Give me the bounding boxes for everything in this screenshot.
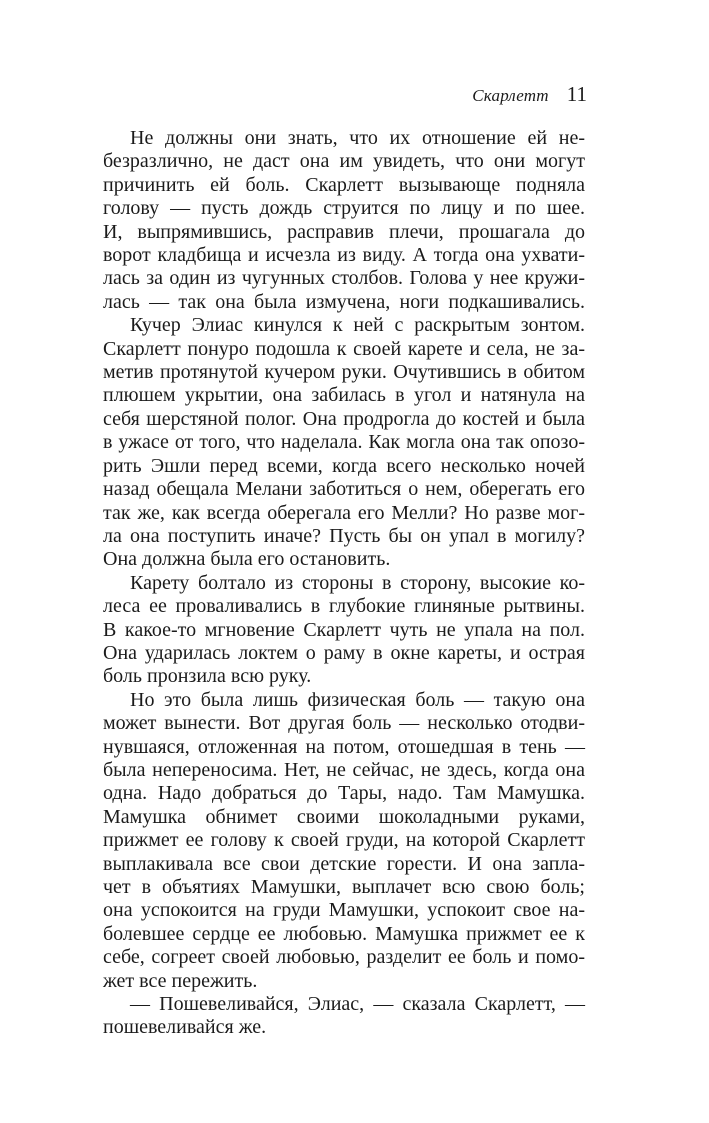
text-line: Карету болтало из стороны в сторону, высокие ко- bbox=[130, 571, 585, 594]
text-line: метив протянутой кучером руки. Очутившись в обитом bbox=[103, 361, 585, 384]
text-line: леса ее проваливались в глубокие глиняные рытвины. bbox=[103, 595, 585, 618]
text-line: голову — пусть дождь струится по лицу и по шее. bbox=[103, 197, 585, 220]
text-line: так же, как всегда оберегала его Мелли? Но разве мог- bbox=[103, 501, 585, 524]
text-line: пошевеливайся же. bbox=[103, 1016, 267, 1039]
text-line: И, выпрямившись, расправив плечи, прошагала до bbox=[103, 220, 585, 243]
text-line: была непереносима. Нет, не сейчас, не здесь, когда она bbox=[103, 758, 585, 781]
text-line: Мамушка обнимет своими шоколадными руками, bbox=[103, 805, 585, 828]
paragraph bbox=[103, 993, 585, 1040]
text-line: выплакивала все свои детские горести. И она запла- bbox=[103, 852, 585, 875]
text-line: Скарлетт понуро подошла к своей карете и села, не за- bbox=[103, 337, 585, 360]
text-line: Но это была лишь физическая боль — такую она bbox=[130, 688, 585, 711]
text-line: прижмет ее голову к своей груди, на которой Скарлетт bbox=[103, 829, 585, 852]
text-line: назад обещала Мелани заботиться о нем, оберегать его bbox=[103, 478, 585, 501]
page-header bbox=[472, 84, 587, 105]
text-line: рить Эшли перед всеми, когда всего несколько ночей bbox=[103, 454, 585, 477]
text-line: себя шерстяной полог. Она продрогла до костей и была bbox=[103, 407, 585, 430]
text-line: чет в объятиях Мамушки, выплачет всю свою боль; bbox=[103, 876, 585, 898]
text-line: Кучер Элиас кинулся к ней с раскрытым зонтом. bbox=[130, 314, 585, 337]
book-text bbox=[103, 127, 585, 1040]
text-line: лась за один из чугунных столбов. Голова у нее кружи- bbox=[103, 267, 585, 290]
page-number: 11 bbox=[566, 82, 587, 106]
text-line: причинить ей боль. Скарлетт вызывающе подняла bbox=[103, 173, 585, 196]
text-line: одна. Надо добраться до Тары, надо. Там Мамушка. bbox=[103, 782, 585, 805]
text-line: ла она поступить иначе? Пусть бы он упал в могилу? bbox=[103, 524, 585, 547]
text-line: болевшее сердце ее любовью. Мамушка прижмет ее к bbox=[103, 922, 585, 945]
text-line: В какое-то мгновение Скарлетт чуть не упала на пол. bbox=[103, 618, 585, 641]
text-line: плюшем укрытии, она забилась в угол и натянула на bbox=[103, 384, 585, 407]
paragraph bbox=[103, 127, 585, 314]
text-line: она успокоится на груди Мамушки, успокоит свое на- bbox=[103, 899, 585, 922]
text-line: нувшаяся, отложенная на потом, отошедшая в тень — bbox=[103, 735, 585, 758]
text-line: — Пошевеливайся, Элиас, — сказала Скарлетт, — bbox=[130, 993, 585, 1016]
text-line: себе, согреет своей любовью, разделит ее боль и помо- bbox=[103, 946, 585, 969]
running-title: Скарлетт bbox=[472, 86, 549, 105]
text-line: боль пронзила всю руку. bbox=[103, 665, 312, 688]
text-line: жет все пережить. bbox=[103, 969, 258, 992]
text-line: лась — так она была измучена, ноги подкашивались. bbox=[103, 290, 585, 313]
text-line: в ужасе от того, что наделала. Как могла она так опозо- bbox=[103, 431, 585, 454]
text-line: ворот кладбища и исчезла из виду. А тогда она ухвати- bbox=[103, 244, 585, 267]
text-line: Она ударилась локтем о раму в окне кареты, и острая bbox=[103, 641, 585, 664]
text-line: Не должны они знать, что их отношение ей не- bbox=[130, 127, 585, 149]
paragraph bbox=[103, 689, 585, 993]
text-line: может вынести. Вот другая боль — несколько отодви- bbox=[103, 712, 585, 735]
paragraph bbox=[103, 314, 585, 571]
text-line: безразлично, не даст она им увидеть, что они могут bbox=[103, 150, 585, 173]
text-line: Она должна была его остановить. bbox=[103, 548, 391, 571]
paragraph bbox=[103, 572, 585, 689]
